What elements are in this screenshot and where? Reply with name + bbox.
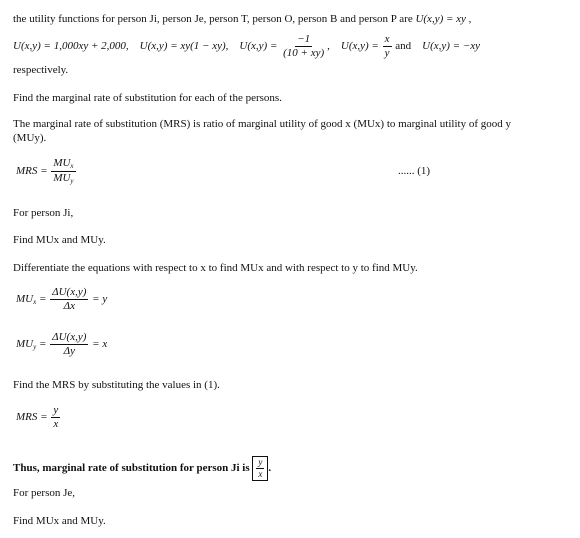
muy-equation: $MU_y$ = $\frac{\Delta U(x,y)}{\Delta y}$ = x xyxy=(16,331,108,357)
mux-rhs: = y xyxy=(92,293,108,306)
mux-num: ΔU(x,y) xyxy=(52,286,87,298)
definition-line-2: (MUy). xyxy=(13,132,47,144)
ji-conclusion: Thus, marginal rate of substitution for person Ji is $\frac{y}{x}$ . xyxy=(13,457,272,479)
ji-conclusion-text: Thus, marginal rate of substitution for person Ji is xyxy=(13,462,250,475)
mrs-numerator: $MU_x$ xyxy=(53,157,74,170)
mux-den: Δx xyxy=(63,300,75,312)
ji-find: Find MUx and MUy. xyxy=(13,234,106,246)
ji-mrs-den: x xyxy=(53,418,59,430)
ji-heading: For person Ji, xyxy=(13,207,74,219)
intro-line xyxy=(13,13,471,25)
ji-mrs-lhs: MRS = xyxy=(16,411,48,424)
utility-xy: U(x,y) = xy , xyxy=(415,13,472,25)
muy-rhs: = x xyxy=(92,338,108,351)
muy-lhs: MU xyxy=(16,338,34,351)
mux-lhs: MU xyxy=(16,293,34,306)
ji-answer-num: y xyxy=(258,457,263,467)
ji-answer-box xyxy=(252,456,268,481)
formula-2: U(x,y) = xy(1 − xy), xyxy=(139,40,229,53)
formula-4-lhs: U(x,y) = xyxy=(340,40,379,53)
mrs-lhs: MRS = xyxy=(16,165,48,178)
mux-equation: $MU_x$ = $\frac{\Delta U(x,y)}{\Delta x}$ = y xyxy=(16,286,108,312)
and-word: and xyxy=(395,40,412,53)
formula-4-fraction xyxy=(383,34,392,59)
ji-differentiate: Differentiate the equations with respect to x to find MUx and with respect to y to find MUy. xyxy=(13,262,418,274)
formula-5: U(x,y) = −xy xyxy=(422,40,481,53)
formula-4-num: x xyxy=(384,33,390,45)
formula-3-fraction xyxy=(281,34,326,59)
formula-4-den: y xyxy=(384,47,390,59)
je-find: Find MUx and MUy. xyxy=(13,515,106,527)
respectively-line: respectively. xyxy=(13,64,69,76)
mrs-equation xyxy=(16,158,77,185)
formula-3-num: −1 xyxy=(297,33,311,45)
muy-fraction xyxy=(50,332,88,357)
intro-text: the utility functions for person Ji, person Je, person T, person O, person B and person P are xyxy=(13,13,413,25)
mux-fraction xyxy=(50,287,88,312)
formula-3-lhs: U(x,y) = xyxy=(239,40,278,53)
ji-mrs-num: y xyxy=(53,404,59,416)
mrs-denominator: $MU_y$ xyxy=(53,172,74,185)
muy-den: Δy xyxy=(63,345,75,357)
task-line: Find the marginal rate of substitution for each of the persons. xyxy=(13,92,282,104)
muy-num: ΔU(x,y) xyxy=(52,331,87,343)
formula-3-den: (10 + xy) xyxy=(283,47,325,59)
mrs-fraction xyxy=(51,158,75,185)
ji-mrs-equation xyxy=(16,405,61,430)
definition-line-1: The marginal rate of substitution (MRS) is ratio of marginal utility of good x (MUx) to marginal utility of good y xyxy=(13,118,511,130)
equation-label: ...... (1) xyxy=(398,165,431,177)
ji-answer-den: x xyxy=(258,469,263,479)
formulas-line: U(x,y) = 1,000xy + 2,000, U(x,y) = xy(1 − xy), U(x,y) = $\frac{-1}{(10 + xy)}$ , U(x,y) = $\frac{x}{y}$ and U(x,y) = −xy xyxy=(13,33,481,59)
je-heading: For person Je, xyxy=(13,487,76,499)
ji-mrs-fraction xyxy=(51,405,60,430)
ji-substitute: Find the MRS by substituting the values in (1). xyxy=(13,379,220,391)
formula-1: U(x,y) = 1,000xy + 2,000, xyxy=(13,40,129,53)
